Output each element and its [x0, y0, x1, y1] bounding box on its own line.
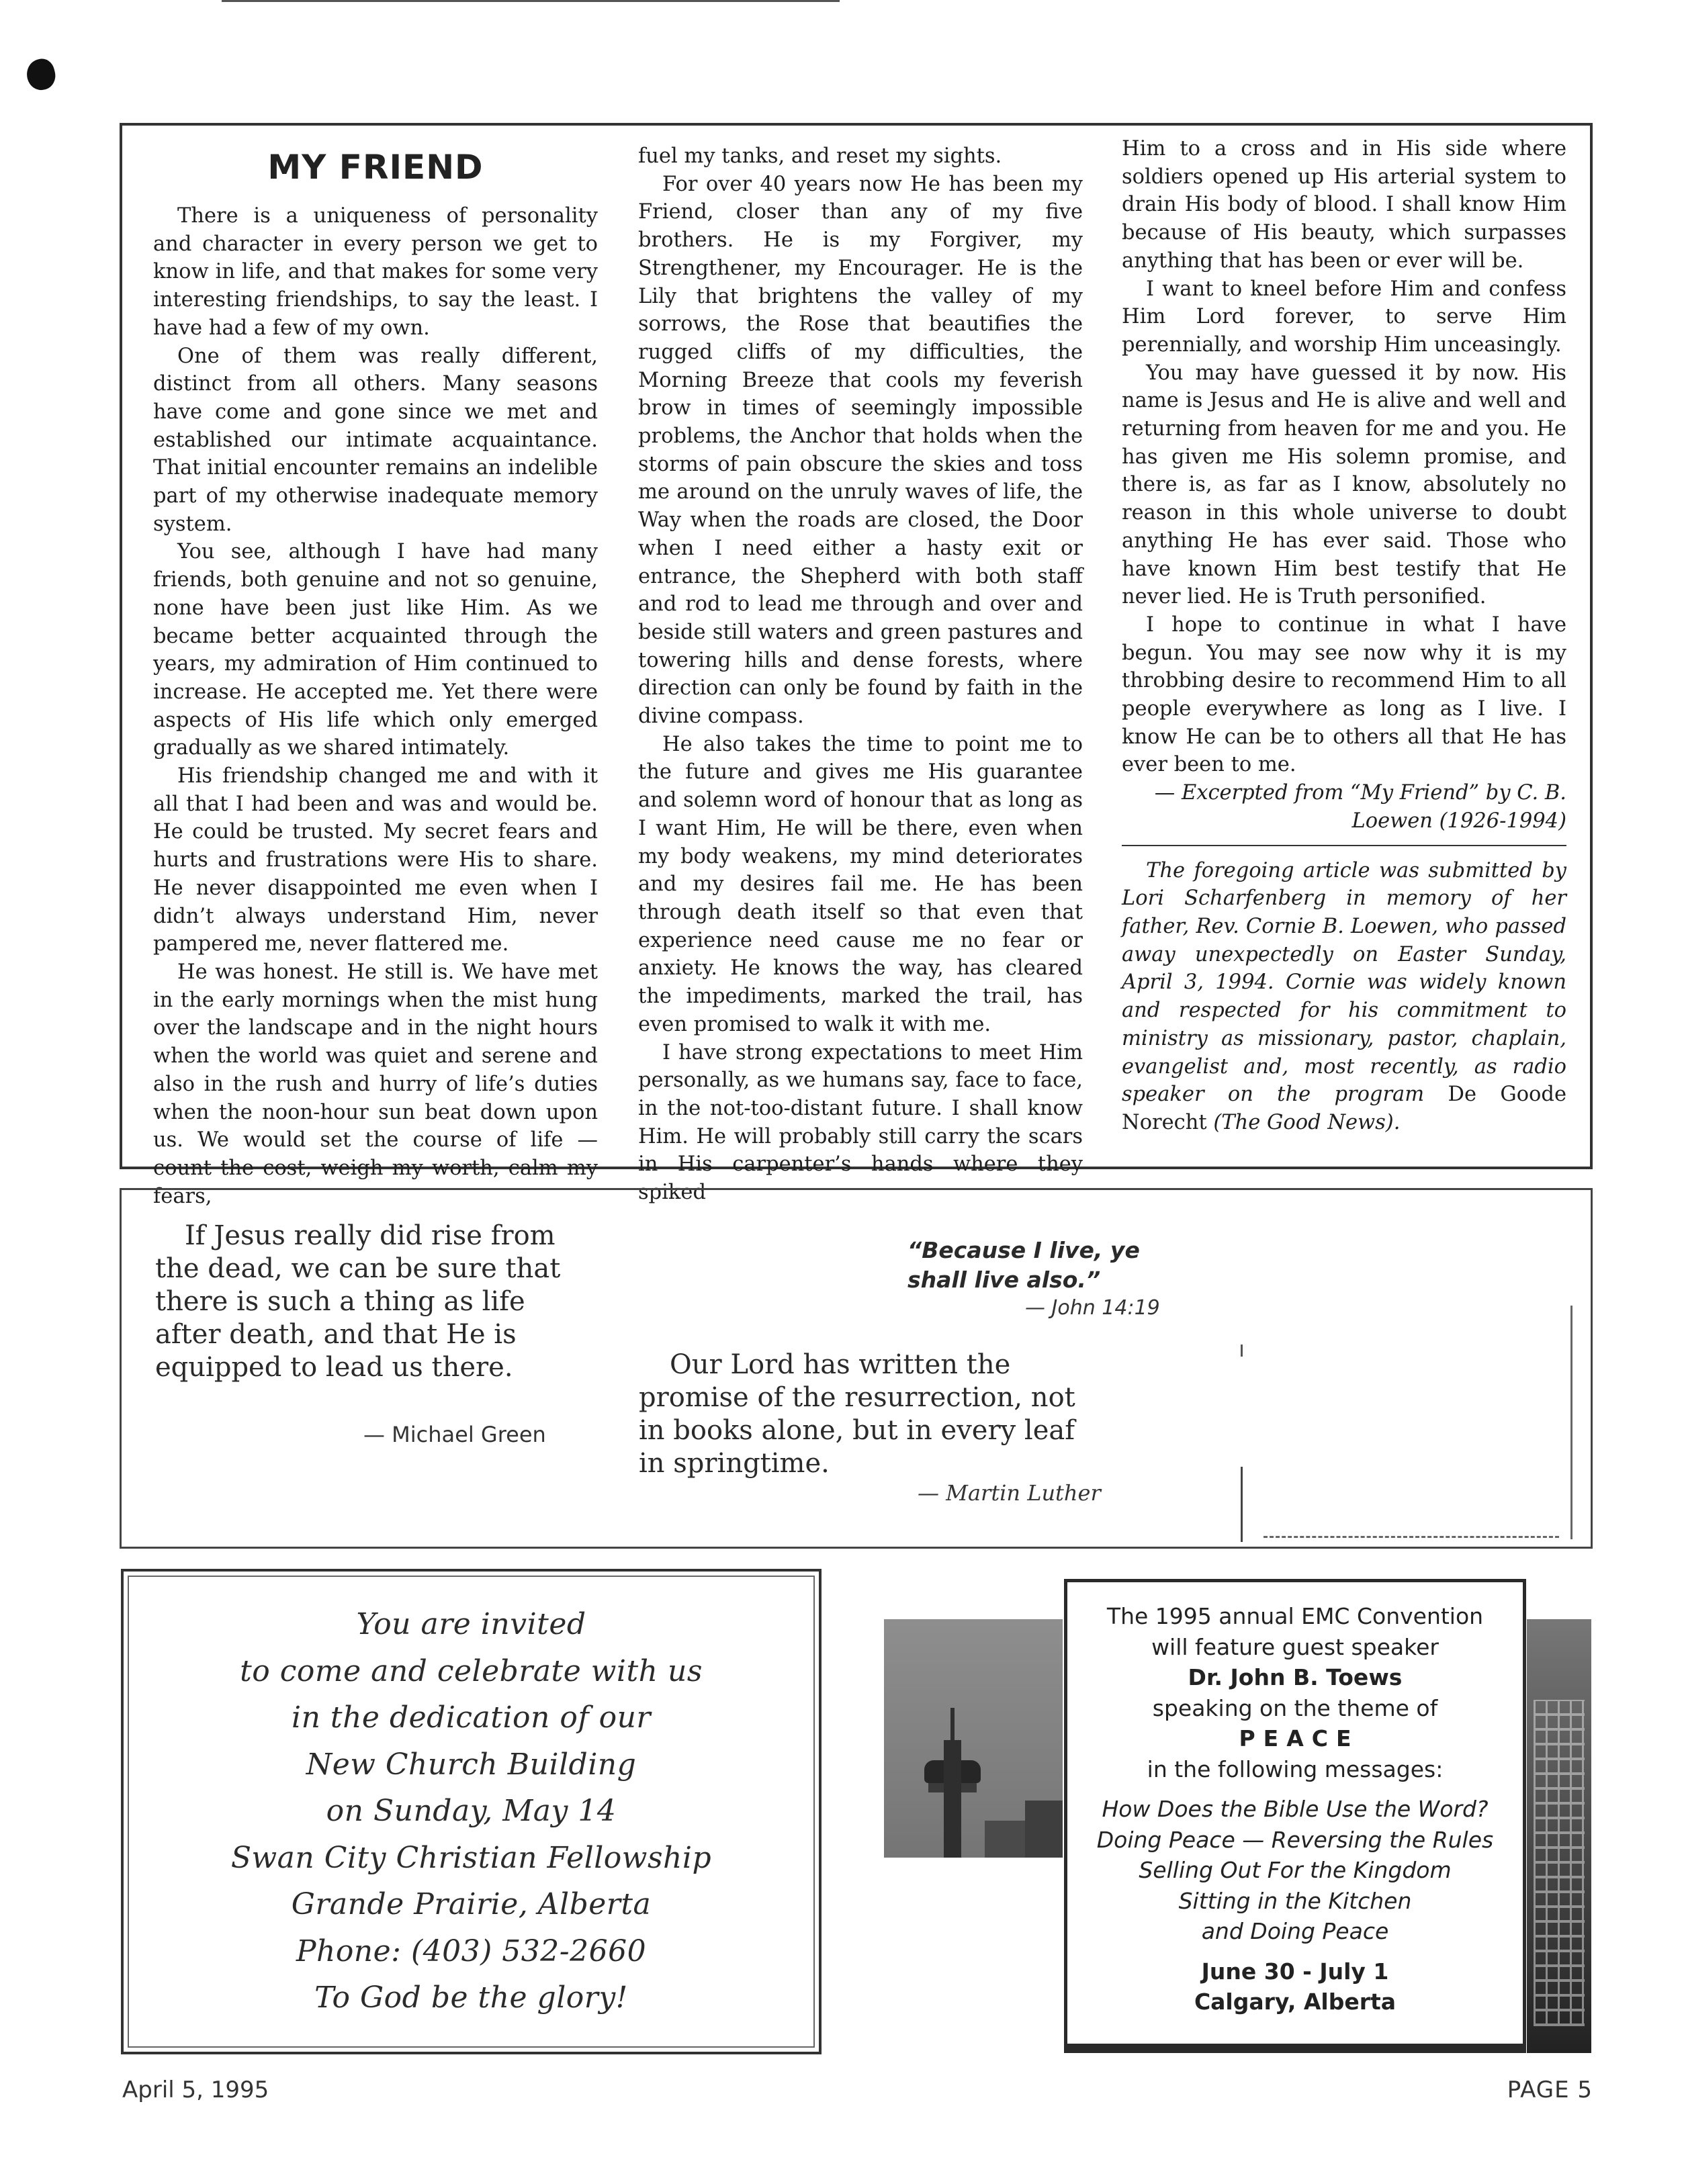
- article-paragraph: He also takes the time to point me to the future and gives me His guarantee and solemn word of honour that as long as I want Him, He will be there, even when my body weakens, my mind deteriorates and my desires fail me. He has been through death itself so that even that experience need cause me no fear or anxiety. He knows the way, has cleared the impediments, marked the trail, has even promised to walk it with me.: [638, 732, 1083, 1036]
- program-translation: (The Good News).: [1213, 1110, 1401, 1134]
- message-title: How Does the Bible Use the Word?: [1102, 1796, 1489, 1822]
- cutout-mark: [1241, 1345, 1243, 1357]
- invitation-box: [121, 1569, 822, 2054]
- foregoing-text: The foregoing article was submitted by Lori Scharfenberg in memory of her father, Rev. Cornie B. Loewen, who passed away unexpectedly on Easter Sunday, April 3, 1994. Cornie was widely known and respected for his commitment to ministry as missionary, pastor, chaplain, evangelist and, most recently, as radio speaker on the program: [1122, 858, 1566, 1107]
- quote-martin-luther: [639, 1349, 1109, 1480]
- invitation-line: Grande Prairie, Alberta: [291, 1887, 652, 1921]
- article-column-1: [153, 146, 598, 1210]
- spacer: [1067, 1947, 1523, 1956]
- skyscraper-photo: [1527, 1619, 1591, 2053]
- cutout-mark: [1264, 1536, 1559, 1538]
- invitation-line: in the dedication of our: [292, 1700, 651, 1735]
- article-paragraph: Him to a cross and in His side where soldiers opened up His arterial system to drain His body of blood. I shall know Him because of His beauty, which surpasses anything that has been or ever will be.: [1122, 137, 1566, 273]
- column-divider: [1122, 845, 1566, 846]
- article-paragraph: I hope to continue in what I have begun. You may see now why it is my throbbing desire to recommend Him to all people everywhere as long as I live. I know He can be to others all that He has ever been to me.: [1122, 612, 1566, 777]
- cutout-mark: [1241, 1467, 1243, 1542]
- article-paragraph: He was honest. He still is. We have met in the early mornings when the mist hung over the landscape and in the night hours when the world was quiet and serene and also in the rush and hurry of life’s duties when the noon-hour sun beat down upon us. We would set the course of life — count the cost, weigh my worth, calm my fears,: [153, 960, 598, 1208]
- invitation-line: New Church Building: [306, 1747, 637, 1782]
- quote-attribution: — Martin Luther: [918, 1480, 1101, 1506]
- convention-text: [1067, 1601, 1523, 2017]
- convention-line: The 1995 annual EMC Convention: [1106, 1603, 1484, 1629]
- building-silhouette: [1025, 1801, 1063, 1861]
- convention-ad: [884, 1579, 1591, 2053]
- guest-speaker: Dr. John B. Toews: [1188, 1664, 1403, 1690]
- article-paragraph: For over 40 years now He has been my Friend, closer than any of my five brothers. He is my Forgiver, my Strengthener, my Encourager. He is the Lily that brightens the valley of my sorrows, the Rose that beautifies the rugged cliffs of my difficulties, the Morning Breeze that cools my feverish brow in times of seemingly impossible problems, the Anchor that holds when the storms of pain obscure the skies and toss me around on the unruly waves of life, the Way when the roads are closed, the Door when I need either a hasty exit or entrance, the Shepherd with both staff and rod to lead me through and over and beside still waters and green pastures and towering hills and dense forests, where direction can only be found by faith in the divine compass.: [638, 172, 1083, 729]
- article-paragraph: You see, although I have had many friends, both genuine and not so genuine, none have been just like Him. As we became better acquainted through the years, my admiration of Him continued to increase. He accepted me. Yet there were aspects of His life which only emerged gradually as we shared intimately.: [153, 540, 598, 760]
- quote-text: If Jesus really did rise from the dead, we can be sure that there is such a thing as life after death, and that He is equipped to lead us there.: [155, 1220, 561, 1383]
- skyscraper-windows: [1534, 1700, 1585, 2026]
- quote-text: Our Lord has written the promise of the resurrection, not in books alone, but in every leaf in springtime.: [639, 1349, 1075, 1479]
- message-title: and Doing Peace: [1201, 1918, 1389, 1944]
- convention-line: in the following messages:: [1147, 1756, 1444, 1782]
- quote-attribution: — John 14:19: [1025, 1296, 1160, 1320]
- article-paragraph: One of them was really different, distinct from all others. Many seasons have come and gone since we met and established our intimate acquaintance. That initial encounter remains an indelible part of my otherwise inadequate memory system.: [153, 344, 598, 536]
- article-column-2: [638, 142, 1083, 1207]
- convention-dates: June 30 - July 1: [1201, 1958, 1389, 1985]
- building-silhouette: [985, 1821, 1025, 1861]
- page-number: PAGE 5: [1507, 2077, 1593, 2103]
- invitation-line: on Sunday, May 14: [326, 1794, 617, 1828]
- photo-cutout: [884, 1858, 1063, 2053]
- footer-date: April 5, 1995: [122, 2077, 269, 2103]
- quotes-box: [120, 1188, 1593, 1549]
- convention-location: Calgary, Alberta: [1194, 1989, 1397, 2015]
- invitation-line: Phone: (403) 532-2660: [296, 1933, 647, 1968]
- ink-blot: [24, 56, 58, 93]
- convention-line: speaking on the theme of: [1152, 1694, 1438, 1721]
- article-paragraph: fuel my tanks, and reset my sights.: [638, 144, 1002, 168]
- top-rule: [222, 0, 840, 2]
- invitation-text: [124, 1601, 819, 2021]
- quote-michael-green: [155, 1220, 572, 1384]
- invitation-line: To God be the glory!: [314, 1981, 628, 2015]
- tower-shaft: [944, 1740, 961, 1861]
- spacer: [1067, 1784, 1523, 1794]
- program-name: De Goode Norecht: [1122, 1083, 1566, 1134]
- invitation-line: Swan City Christian Fellowship: [230, 1840, 712, 1875]
- article-paragraph: You may have guessed it by now. His name is Jesus and He is alive and well and returning from heaven for me and you. He has given me His solemn promise, and there is, as far as I know, absolutely no reason in this whole universe to doubt anything He has ever said. Those who have known Him best testify that He never lied. He is Truth personified.: [1122, 361, 1566, 609]
- article-attribution: — Excerpted from “My Friend” by C. B. Loewen (1926-1994): [1154, 781, 1566, 833]
- message-title: Doing Peace — Reversing the Rules: [1096, 1826, 1494, 1853]
- foregoing-note: [1122, 857, 1566, 1137]
- calgary-tower-photo: [884, 1619, 1063, 2053]
- article-paragraph: I want to kneel before Him and confess Him Lord forever, to serve Him perennially, and worship Him unceasingly.: [1122, 277, 1566, 357]
- invitation-line: You are invited: [356, 1607, 586, 1641]
- article-paragraph: I have strong expectations to meet Him personally, as we humans say, face to face, in the not-too-distant future. I shall know Him. He will probably still carry the scars in His carpenter’s hands where they spiked: [638, 1040, 1083, 1205]
- message-title: Sitting in the Kitchen: [1178, 1887, 1412, 1914]
- convention-box: [1064, 1579, 1526, 2053]
- invitation-line: to come and celebrate with us: [240, 1653, 703, 1688]
- convention-theme: PEACE: [1239, 1725, 1360, 1751]
- article-box: [120, 123, 1593, 1208]
- cutout-mark: [1570, 1306, 1572, 1539]
- quote-john: “Because I live, ye shall live also.”: [907, 1237, 1140, 1293]
- message-title: Selling Out For the Kingdom: [1139, 1857, 1452, 1883]
- convention-line: will feature guest speaker: [1151, 1633, 1439, 1660]
- article-paragraph: There is a uniqueness of personality and character in every person we get to know in life, and that makes for some very interesting friendships, to say the least. I have had a few of my own.: [153, 204, 598, 340]
- article-column-3: [1122, 135, 1566, 1137]
- quote-attribution: — Michael Green: [363, 1422, 546, 1447]
- article-paragraph: His friendship changed me and with it all that I had been and was and would be. He could be trusted. My secret fears and hurts and frustrations were His to share. He never disappointed me even when I didn’t always understand Him, never pampered me, never flattered me.: [153, 764, 598, 956]
- article-title: MY FRIEND: [267, 148, 484, 187]
